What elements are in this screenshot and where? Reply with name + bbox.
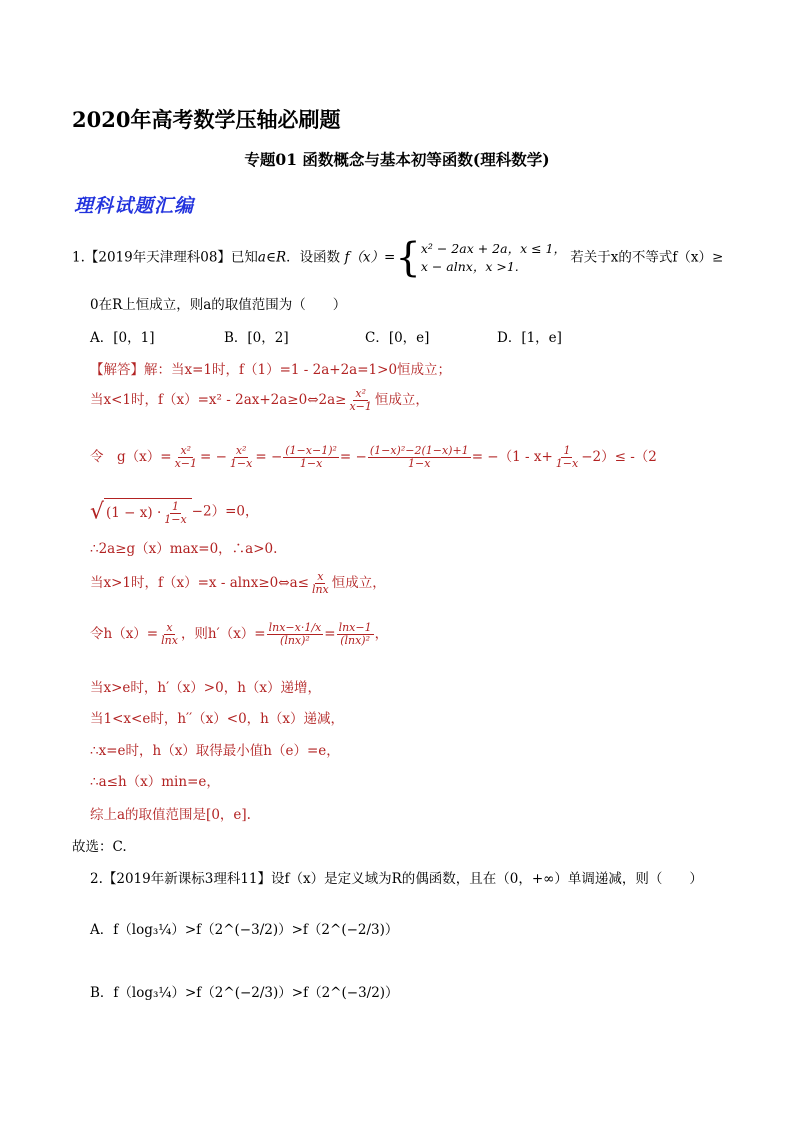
q1-option-a: A．[0，1] — [90, 330, 155, 346]
section-heading: 理科试题汇编 — [74, 195, 195, 217]
q1-choice: 故选：C. — [72, 839, 127, 855]
fraction: $\frac{\text{x²}}{x-1}$ — [174, 444, 197, 470]
piecewise-brace: { — [395, 235, 421, 281]
q1-answer-line7: 令h（x）= $\frac{x}{\ln x}$ ，则h′（x）= $\frac{\ln x-x\cdot 1/x}{\text{(lnx)²}}$ = $\frac{\ln x-1}{\text{(lnx)²}}$ ， — [90, 621, 389, 647]
fraction: $\frac{\text{(1−x)²−2(1−x)+1}}{1-x}$ — [369, 444, 469, 470]
q1-answer-line10: ∴x=e时，h（x）取得最小值h（e）=e， — [90, 743, 340, 759]
radical-sign-icon: √ — [90, 499, 105, 525]
q2-option-b: B．f（log₃¼）>f（2^(−2/3)）>f（2^(−3/2)） — [90, 985, 399, 1001]
q1-option-d: D．[1，e] — [497, 330, 562, 346]
q1-answer-line6: 当x>1时，f（x）=x - alnx≥0⇔a≤ $\frac{x}{\ln x}$ 恒成立， — [90, 570, 386, 596]
q1-stem-line2: 0在R上恒成立，则a的取值范围为（ ） — [90, 297, 347, 313]
q1-answer-line3: 令 g（x）= $\frac{\text{x²}}{x-1}$ = − $\frac{\text{x²}}{1-x}$ = − $\frac{\text{(1−x−1)²}}{1-x}$ = − $\frac{\text{(1−x)²−2(1−x)+1}}{1-x}$ = −（1 - x+ $\frac{1}{1-x}$ −2）≤ -（2 — [90, 444, 657, 470]
q2-stem: 2.【2019年新课标3理科11】设f（x）是定义域为R的偶函数，且在（0，+∞）单调递减，则（ ） — [90, 871, 703, 887]
q1-stem-line1: 1.【2019年天津理科08】已知a∈R．设函数 f（x）={ x² − 2ax + 2a，x ≤ 1， x − alnx，x >1. 若关于x的不等式f（x）≥ — [72, 235, 724, 281]
fraction: $\frac{1}{1-x}$ — [555, 444, 579, 470]
fraction: $\frac{\text{x²}}{x-1}$ — [349, 387, 372, 413]
q1-answer-line12: 综上a的取值范围是[0，e]. — [90, 807, 251, 823]
q2-option-a: A．f（log₃¼）>f（2^(−3/2)）>f（2^(−2/3)） — [90, 922, 399, 938]
fraction: $\frac{1}{1-x}$ — [164, 500, 187, 526]
radicand: (1 − x) · $\frac{1}{1-x}$ — [104, 498, 192, 526]
fraction: $\frac{x}{\ln x}$ — [311, 570, 329, 596]
page-title: 2020年高考数学压轴必刷题 — [72, 107, 341, 132]
q1-option-c: C．[0，e] — [365, 330, 430, 346]
q1-answer-line11: ∴a≤h（x）min=e， — [90, 774, 220, 790]
fraction: $\frac{\text{(1−x−1)²}}{1-x}$ — [285, 444, 337, 470]
q1-answer-line5: ∴2a≥g（x）max=0，∴a>0. — [90, 541, 278, 557]
piecewise-function: x² − 2ax + 2a，x ≤ 1， x − alnx，x >1. — [420, 241, 566, 274]
q1-answer-line8: 当x>e时，h′（x）>0，h（x）递增， — [90, 680, 321, 696]
fraction: $\frac{\ln x-x\cdot 1/x}{\text{(lnx)²}}$ — [268, 621, 322, 647]
fraction: $\frac{\text{x²}}{1-x}$ — [229, 444, 253, 470]
fraction: $\frac{\ln x-1}{\text{(lnx)²}}$ — [338, 621, 372, 647]
q1-answer-line1: 【解答】解：当x=1时，f（1）=1 - 2a+2a=1>0恒成立； — [90, 362, 452, 378]
q1-answer-line9: 当1<x<e时，h′′（x）<0，h（x）递减， — [90, 711, 344, 727]
page-subtitle: 专题01 函数概念与基本初等函数(理科数学) — [244, 150, 550, 169]
q1-answer-line2: 当x<1时，f（x）=x² - 2ax+2a≥0⇔2a≥ $\frac{\text{x²}}{x-1}$ 恒成立， — [90, 387, 429, 413]
q1-answer-line4: √ (1 − x) · $\frac{1}{1-x}$ −2）=0， — [90, 499, 259, 526]
fraction: $\frac{x}{\ln x}$ — [161, 621, 178, 647]
q1-option-b: B．[0，2] — [224, 330, 289, 346]
